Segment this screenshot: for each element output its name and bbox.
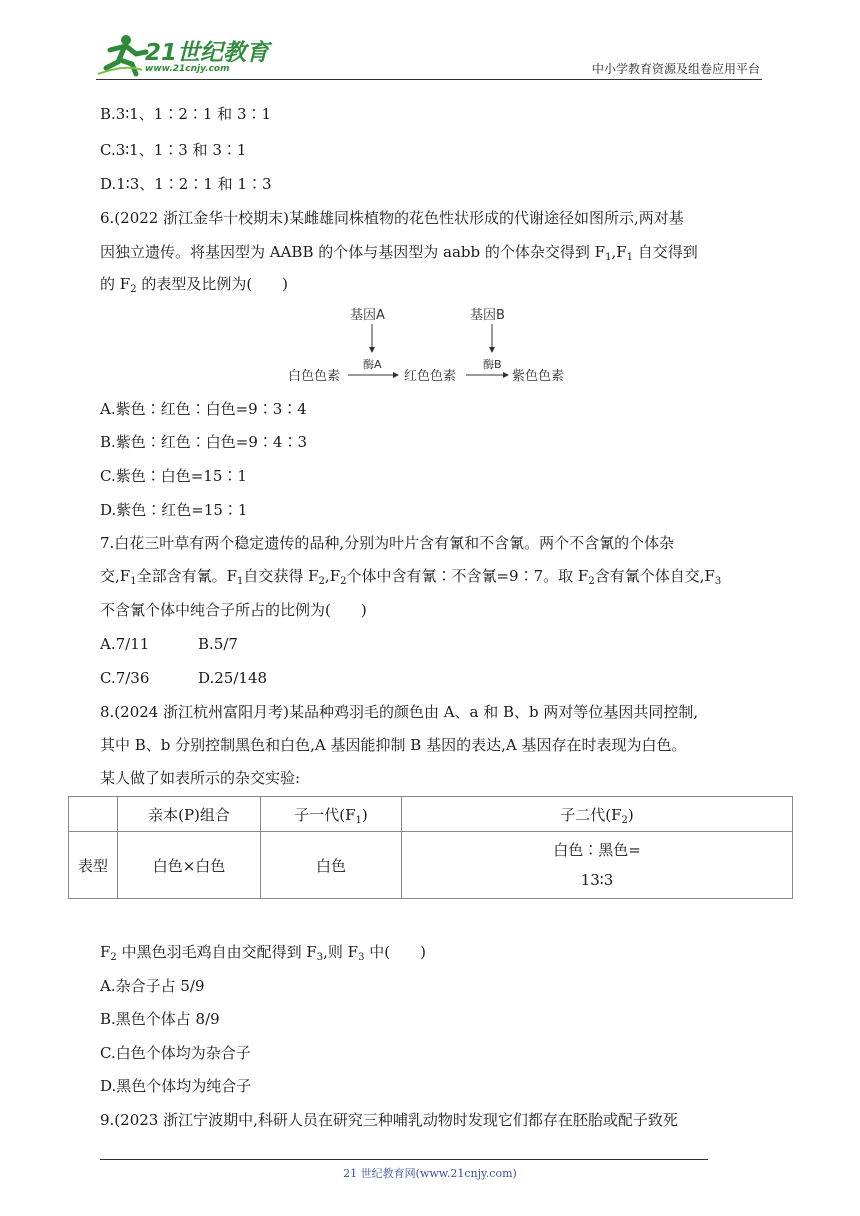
q5-option-c: C.3∶1、1∶3 和 3∶1 [100, 141, 247, 159]
logo-wordmark: 21世纪教育 [145, 40, 270, 66]
gene-b-label: 基因B [470, 308, 505, 323]
q8-option-d: D.黑色个体均为纯合子 [100, 1077, 252, 1095]
cross-experiment-table [68, 796, 793, 899]
footer-site: 21 世纪教育网(www.21cnjy.com) [343, 1167, 517, 1180]
logo-url: www.21cnjy.com [145, 64, 230, 74]
q8-option-a: A.杂合子占 5/9 [100, 977, 205, 995]
cell-f1: 白色 [261, 832, 402, 899]
q6-stem-line1: 6.(2022 浙江金华十校期末)某雌雄同株植物的花色性状形成的代谢途径如图所示,两对基 [100, 209, 684, 227]
q8-option-c: C.白色个体均为杂合子 [100, 1044, 251, 1062]
header-divider [96, 79, 762, 80]
q6-option-d: D.紫色∶红色=15∶1 [100, 501, 248, 519]
q6-stem-line2: 因独立遗传。将基因型为 AABB 的个体与基因型为 aabb 的个体杂交得到 $F_1,F_1$ 自交得到 [100, 243, 698, 263]
q5-option-d: D.1∶3、1∶2∶1 和 1∶3 [100, 175, 272, 193]
q8-stem-line3: 某人做了如表所示的杂交实验: [100, 769, 301, 787]
enzyme-a-label: 酶A [363, 358, 382, 371]
header-f1: 子一代$(F_1)$ [261, 797, 402, 832]
q7-stem-line1: 7.白花三叶草有两个稳定遗传的品种,分别为叶片含有氰和不含氰。两个不含氰的个体杂 [100, 534, 675, 552]
red-pigment-label: 红色色素 [404, 369, 457, 384]
q7-stem-line3: 不含氰个体中纯合子所占的比例为( ) [100, 601, 367, 619]
q6-option-c: C.紫色∶白色=15∶1 [100, 467, 247, 485]
q7-option-c: C.7/36 [100, 669, 150, 687]
q6-option-b: B.紫色∶红色∶白色=9∶4∶3 [100, 433, 307, 451]
enzyme-b-label: 酶B [483, 358, 502, 371]
table-corner-cell [69, 797, 118, 832]
header-parent: 亲本(P)组合 [118, 797, 261, 832]
q6-option-a: A.紫色∶红色∶白色=9∶3∶4 [100, 400, 307, 418]
q8-stem-line2: 其中 B、b 分别控制黑色和白色,A 基因能抑制 B 基因的表达,A 基因存在时表现为白色。 [100, 736, 687, 754]
page-header [0, 0, 860, 80]
q8-after-table: $F_2$ 中黑色羽毛鸡自由交配得到 $F_3$,则 $F_3$ 中( ) [100, 943, 426, 963]
q7-option-a: A.7/11 [100, 635, 150, 653]
pigment-pathway-diagram [288, 306, 578, 386]
header-f2: 子二代$(F_2)$ [402, 797, 793, 832]
q6-stem-line3: 的 $F_2$ 的表型及比例为( ) [100, 275, 289, 295]
white-pigment-label: 白色色素 [288, 369, 341, 384]
q5-option-b: B.3∶1、1∶2∶1 和 3∶1 [100, 105, 272, 123]
footer-divider [100, 1159, 708, 1160]
row-label-phenotype: 表型 [69, 832, 118, 899]
q9-stem-line1: 9.(2023 浙江宁波期中,科研人员在研究三种哺乳动物时发现它们都存在胚胎或配子致死 [100, 1111, 678, 1129]
q7-option-b: B.5/7 [198, 635, 238, 653]
cell-parent: 白色×白色 [118, 832, 261, 899]
cell-f2: 白色∶黑色= 13∶3 [402, 832, 793, 899]
q8-option-b: B.黑色个体占 8/9 [100, 1010, 220, 1028]
q7-stem-line2: 交$,F_1$全部含有氰。$F_1$自交获得 $F_2,F_2$个体中含有氰∶不含氰=9∶7。取 $F_2$含有氰个体自交$,F_3$ [100, 567, 722, 587]
gene-a-label: 基因A [350, 308, 385, 323]
header-platform-name: 中小学教育资源及组卷应用平台 [591, 62, 760, 76]
q7-option-d: D.25/148 [198, 669, 268, 687]
q8-stem-line1: 8.(2024 浙江杭州富阳月考)某品种鸡羽毛的颜色由 A、a 和 B、b 两对等位基因共同控制, [100, 703, 699, 721]
purple-pigment-label: 紫色色素 [512, 369, 565, 384]
